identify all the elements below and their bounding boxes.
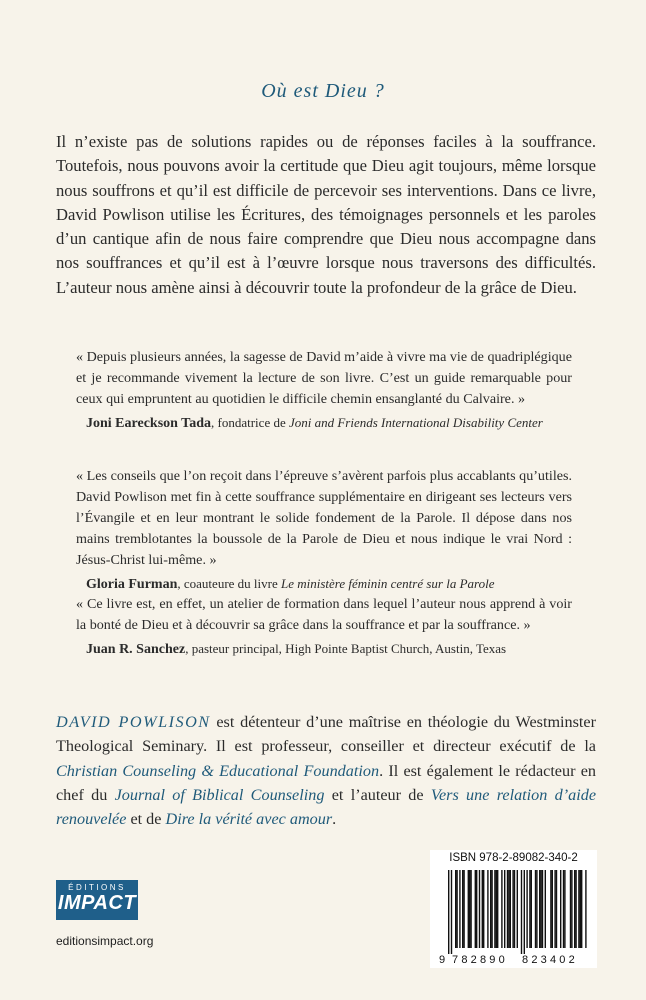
barcode-bar [526, 870, 527, 948]
barcode-bar [529, 870, 530, 948]
barcode-bar [459, 870, 460, 948]
barcode-bar [510, 870, 511, 948]
endorsement [76, 347, 572, 433]
barcode-bar [463, 870, 464, 948]
barcode-bar [531, 870, 532, 948]
barcode-bar [494, 870, 495, 948]
publisher-website[interactable]: editionsimpact.org [56, 934, 154, 948]
barcode-bar [535, 870, 536, 948]
barcode-bar [469, 870, 470, 948]
author-bio [56, 710, 596, 831]
barcode-bar [479, 870, 480, 948]
barcode-bar [564, 870, 565, 948]
bio-text: et l’auteur de [324, 785, 431, 804]
endorsement [76, 594, 572, 659]
barcode-bar [451, 870, 452, 954]
bio-text: est détenteur d’une maîtrise en théologie du Westminster Theological Seminary. Il est professeur, conseiller et directeur exécutif de la [56, 713, 596, 756]
barcode-bar [455, 870, 456, 948]
barcode-bar [542, 870, 543, 948]
barcode-bar [491, 870, 492, 948]
barcode-bar [570, 870, 571, 948]
barcode-bar [578, 870, 579, 948]
endorser-role: , fondatrice de [211, 415, 289, 430]
barcode-bar [539, 870, 540, 948]
barcode-bar [521, 870, 522, 954]
barcode-bar [563, 870, 564, 948]
endorsement-text: « Depuis plusieurs années, la sagesse de David m’aide à vivre ma vie de quadriplégique et je recommande vivement la lecture de son livre. C’est un guide remarquable pour ceux qui empruntent au quotidien le difficile chemin ensanglanté du Calvaire. » [76, 349, 572, 407]
bio-book: Vers une relation d’aide renouvelée [56, 785, 597, 829]
barcode-bar [585, 870, 586, 948]
bio-book: Dire la vérité avec amour [165, 810, 333, 829]
isbn-label: ISBN 978-2-89082-340-2 [449, 852, 578, 864]
barcode-bar [580, 870, 581, 948]
endorser-name: Gloria Furman [86, 577, 178, 592]
barcode-bar [550, 870, 551, 948]
endorser-org: Joni and Friends International Disability Center [288, 415, 543, 430]
barcode-bar [475, 870, 476, 948]
barcode-bar [490, 870, 491, 948]
endorsement-text: « Ce livre est, en effet, un atelier de formation dans lequel l’auteur nous apprend à voir la bonté de Dieu et à découvrir sa grâce dans la souffrance et par la souffrance. » [76, 596, 572, 633]
endorser-org: Le ministère féminin centré sur la Parole [280, 576, 495, 591]
author-name: DAVID POWLISON [56, 713, 211, 731]
endorser-role: , coauteure du livre [177, 576, 281, 591]
barcode-bar [462, 870, 463, 948]
barcode-bar [517, 870, 518, 948]
barcode-bar [554, 870, 555, 948]
barcode-bar [514, 870, 515, 948]
barcode-bar [504, 870, 505, 948]
bio-org: Christian Counseling & Educational Foundation [56, 761, 380, 780]
endorsement-attribution [76, 414, 572, 433]
barcode-image [438, 870, 590, 966]
bio-journal: Journal of Biblical Counseling [114, 785, 325, 804]
barcode-bar [482, 870, 483, 948]
logo-top-text: ÉDITIONS [68, 883, 126, 892]
barcode-bar [581, 870, 582, 948]
barcode-bar [552, 870, 553, 948]
barcode-bar [496, 870, 497, 948]
barcode-bar [556, 870, 557, 948]
intro-paragraph: Il n’existe pas de solutions rapides ou de réponses faciles à la souffrance. Toutefois, nous pouvons avoir la certitude que Dieu agit toujours, même lorsque nous souffrons et qu’il est difficile de percevoir ses interventions. Dans ce livre, David Powlison utilise les Écritures, des témoignages personnels et les paroles d’un cantique afin de nous faire comprendre que Dieu nous accompagne dans nos souffrances et qu’il est à l’œuvre lorsque nous traversons des difficultés. L’auteur nous amène ainsi à découvrir toute la profondeur de la grâce de Dieu. [56, 132, 596, 297]
barcode-bar [487, 870, 488, 948]
barcode-bar [574, 870, 575, 948]
page-title: Où est Dieu ? [261, 80, 385, 102]
bio-text: et de [126, 810, 166, 829]
publisher-logo [56, 880, 138, 920]
barcode-bar [501, 870, 502, 948]
barcode-bar [575, 870, 576, 948]
barcode-bar [536, 870, 537, 948]
barcode-bar [545, 870, 546, 948]
barcode-bar [456, 870, 457, 948]
barcode-lead-digit: 9 [439, 954, 446, 966]
endorsement-attribution [76, 640, 572, 659]
barcode-bar [507, 870, 508, 948]
bio-text: . [332, 810, 337, 829]
barcode-bar [571, 870, 572, 948]
barcode-bar [476, 870, 477, 948]
endorser-name: Joni Eareckson Tada [86, 416, 212, 431]
barcode-left-digits: 782890 [452, 954, 508, 966]
barcode-bar [524, 870, 525, 954]
endorsement-attribution [76, 575, 572, 594]
logo-main-text: IMPACT [57, 892, 137, 914]
barcode-bar [468, 870, 469, 948]
barcode-bar [497, 870, 498, 948]
barcode-bar [483, 870, 484, 948]
barcode-bar [508, 870, 509, 948]
endorsement [76, 466, 572, 594]
barcode-bar [540, 870, 541, 948]
barcode-bar [470, 870, 471, 948]
bio-text: . Il est également le rédacteur en chef du [56, 761, 596, 804]
endorser-name: Juan R. Sanchez [86, 642, 186, 657]
barcode-bar [448, 870, 449, 954]
endorsement-text: « Les conseils que l’on reçoit dans l’épreuve s’avèrent parfois plus accablants qu’utiles. David Powlison met fin à cette souffrance supplémentaire en dirigeant ses lecteurs vers l’Évangile et en leur montrant le solide fondement de la Parole. Il dépose dans nos mains tremblotantes la boussole de la Parole de Dieu et nous indique le vrai Nord : Jésus-Christ lui-même. » [76, 468, 572, 568]
endorser-role: , pasteur principal, High Pointe Baptist Church, Austin, Texas [185, 641, 507, 656]
barcode [430, 850, 597, 968]
barcode-right-digits: 823402 [522, 954, 578, 966]
barcode-bar [560, 870, 561, 948]
barcode-bar [512, 870, 513, 948]
